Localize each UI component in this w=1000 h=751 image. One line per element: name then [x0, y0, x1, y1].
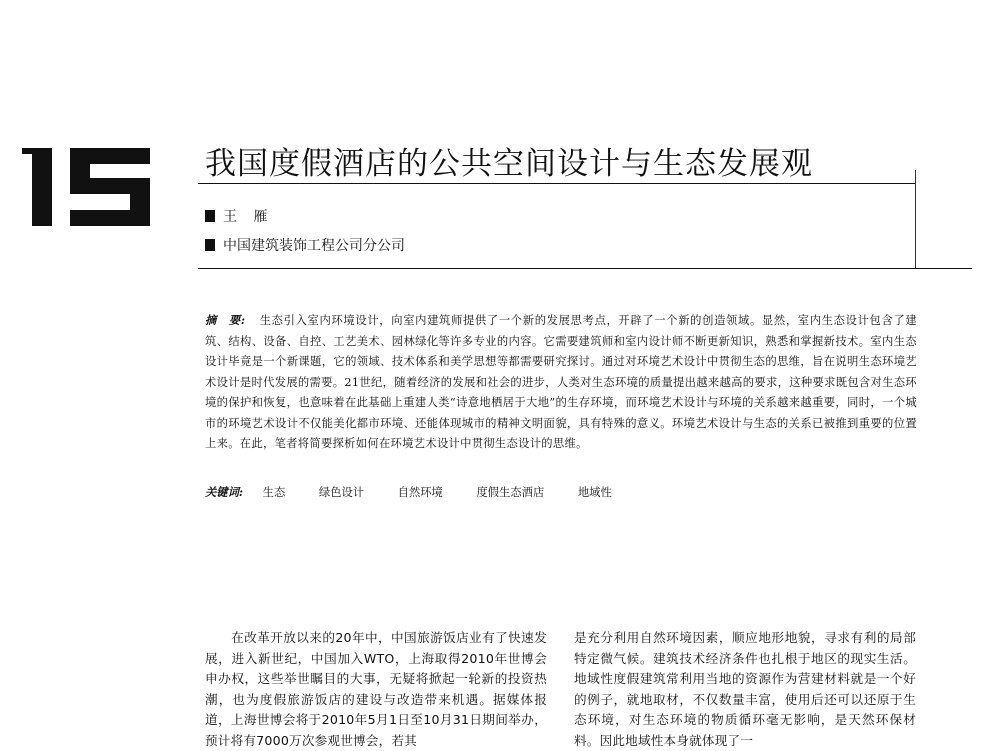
body-column-left — [205, 628, 547, 751]
author-line — [205, 206, 273, 226]
keyword: 生态 — [262, 486, 286, 499]
abstract-text: 生态引入室内环境设计，向室内建筑师提供了一个新的发展思考点，开辟了一个新的创造领域。显然，室内生态设计包含了建筑、结构、设备、自控、工艺美术、园林绿化等许多专业的内容。它需要建筑师和室内设计师不断更新知识，熟悉和掌握新技术。室内生态设计毕竟是一个新课题，它的领域、技术体系和美学思想等都需要研究探讨。通过对环境艺术设计中贯彻生态的思维，旨在说明生态环境艺术设计是时代发展的需要。21世纪，随着经济的发展和社会的进步，人类对生态环境的质量提出越来越高的要求，这种要求既包含对生态环境的保护和恢复，也意味着在此基础上重建人类“诗意地栖居于大地”的生存环境，而环境艺术设计与环境的关系越来越重要，同时，一个城市的环境艺术设计不仅能美化都市环境、还能体现城市的精神文明面貌，具有特殊的意义。环境艺术设计与生态的关系已被推到重要的位置上来。在此，笔者将简要探析如何在环境艺术设计中贯彻生态设计的思维。 — [205, 314, 918, 450]
chapter-number-graphic — [22, 148, 152, 228]
abstract-label: 摘 要: — [205, 313, 246, 327]
body-text-right: 是充分利用自然环境因素，顺应地形地貌，寻求有利的局部特定微气候。建筑技术经济条件也扎根于地区的现实生活。地域性度假建筑常利用当地的资源作为营建材料就是一个好的例子，就地取材，不仅数量丰富，使用后还可以还原于生态环境，对生态环境的物质循环毫无影响，是天然环保材料。因此地域性本身就体现了一 — [574, 630, 916, 748]
article-title: 我国度假酒店的公共空间设计与生态发展观 — [205, 146, 813, 182]
title-rule — [198, 183, 916, 184]
keyword: 自然环境 — [397, 486, 443, 499]
author-name: 王 雁 — [223, 209, 274, 225]
abstract — [205, 310, 917, 455]
vertical-rule — [915, 170, 916, 268]
header-bottom-rule — [198, 268, 972, 269]
author-affiliation: 中国建筑装饰工程公司分公司 — [223, 238, 405, 254]
keyword: 绿色设计 — [318, 486, 365, 499]
keywords — [205, 484, 642, 500]
square-bullet-icon — [205, 239, 215, 251]
body-column-right — [574, 628, 916, 751]
square-bullet-icon — [205, 210, 215, 222]
keyword: 地域性 — [577, 486, 612, 499]
keywords-label: 关键词: — [205, 485, 244, 499]
affiliation-line — [205, 235, 405, 255]
body-text-left: 在改革开放以来的20年中，中国旅游饭店业有了快速发展，进入新世纪，中国加入WTO，上海取得2010年世博会申办权，这些举世瞩目的大事，无疑将掀起一轮新的投资热潮，也为度假旅游饭店的建设与改造带来机遇。据媒体报道，上海世博会将于2010年5月1日至10月31日期间举办，预计将有7000万次参观世博会，若其 — [205, 630, 547, 748]
keyword: 度假生态酒店 — [476, 486, 545, 499]
